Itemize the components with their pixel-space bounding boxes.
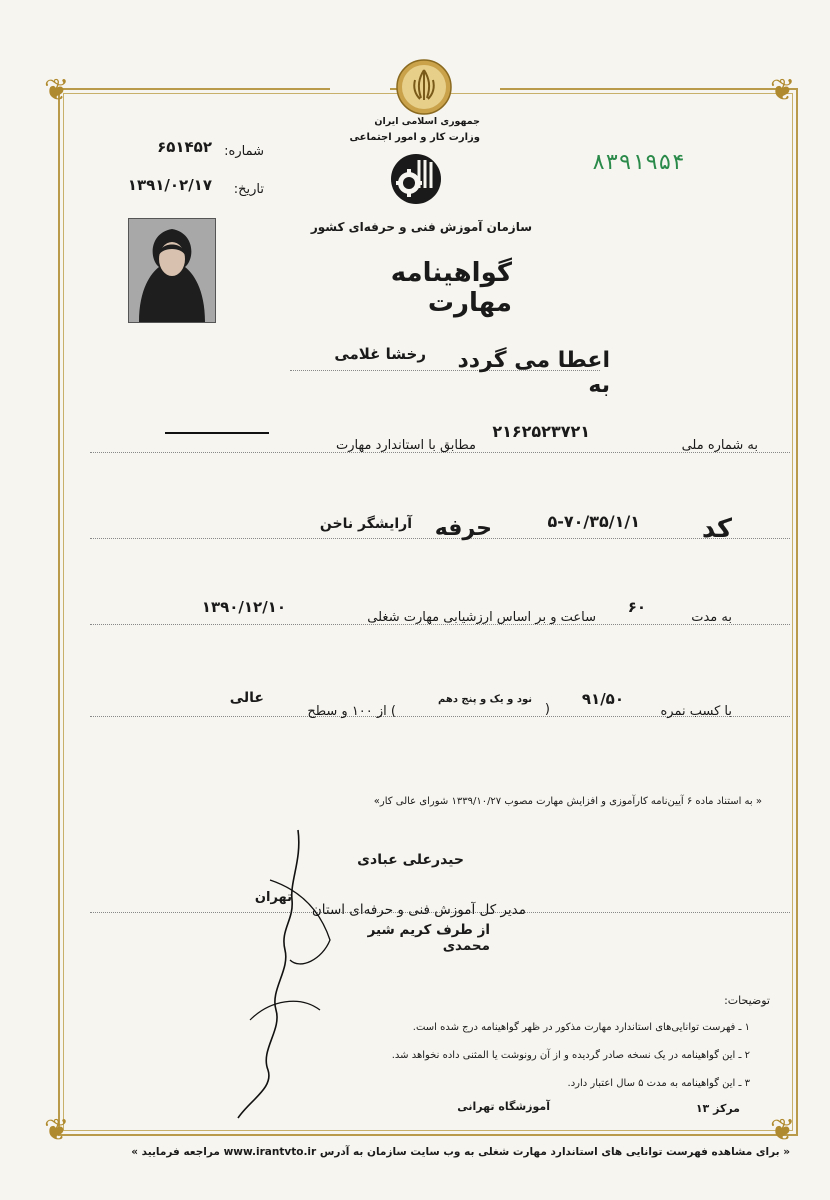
profession-value: آرایشگر ناخن xyxy=(319,516,412,532)
center-label: مرکز ۱۳ xyxy=(695,1102,740,1115)
certificate-number: ۶۵۱۴۵۲ xyxy=(157,138,212,156)
duration-text: ساعت و بر اساس ارزشیابی مهارت شغلی xyxy=(367,610,596,625)
serial-stamp: ۸۳۹۱۹۵۴ xyxy=(592,150,685,175)
center-name: آموزشگاه تهرانی xyxy=(457,1100,550,1113)
tvto-logo-icon xyxy=(389,152,443,206)
assessment-date: ۱۳۹۰/۱۲/۱۰ xyxy=(201,598,286,616)
holder-photo xyxy=(128,218,216,323)
state-line1: جمهوری اسلامی ایران xyxy=(374,116,480,127)
on-behalf-of: از طرف کریم شیر محمدی xyxy=(367,922,490,954)
duration-label: به مدت xyxy=(691,610,732,625)
signatory-title: مدیر کل آموزش فنی و حرفه‌ای استان xyxy=(311,902,526,918)
notes-heading: توضیحات: xyxy=(724,994,770,1007)
signatory-name: حیدرعلی عبادی xyxy=(357,852,464,868)
state-line2: وزارت کار و امور اجتماعی xyxy=(349,132,480,143)
score-words: نود و یک و پنج دهم xyxy=(438,694,532,705)
code-label: کد xyxy=(701,514,732,544)
grant-lead: اعطا می گردد به xyxy=(457,348,610,398)
note-item-1: ۱ ـ فهرست توانایی‌های استاندارد مهارت مذکور در ظهر گواهینامه درج شده است. xyxy=(412,1022,750,1033)
note-item-2: ۲ ـ این گواهینامه در یک نسخه صادر گردیده و از آن رونوشت یا المثنی داده نخواهد شد. xyxy=(391,1050,750,1061)
issue-date: ۱۳۹۱/۰۲/۱۷ xyxy=(127,176,212,194)
page-title: گواهینامه مهارت xyxy=(390,258,512,318)
footer-notice: « برای مشاهده فهرست توانایی های استاندارد مهارت شغلی به وب سایت سازمان به آدرس www.irantvto.ir مراجعه فرمایید » xyxy=(131,1146,790,1158)
score-open-paren: ( xyxy=(544,702,550,717)
ornament-top-left-icon: ❦ xyxy=(44,73,70,108)
legal-note: « به استناد ماده ۶ آیین‌نامه کارآموزی و افزایش مهارت مصوب ۱۳۳۹/۱۰/۲۷ شورای عالی کار» xyxy=(373,796,762,807)
signatory-province: تهران xyxy=(254,890,292,905)
profession-label: حرفه xyxy=(434,516,492,541)
iran-emblem-icon xyxy=(393,58,455,116)
score-of-100: ) از ۱۰۰ و سطح xyxy=(307,704,396,719)
national-id-value: ۲۱۶۲۵۲۳۷۲۱ xyxy=(492,422,590,441)
score-label: با کسب نمره xyxy=(660,704,732,719)
level-value: عالی xyxy=(229,690,264,706)
note-item-3: ۳ ـ این گواهینامه به مدت ۵ سال اعتبار دارد. xyxy=(567,1078,750,1089)
date-label: تاریخ: xyxy=(233,182,264,197)
holder-name: رخشا غلامی xyxy=(334,345,426,363)
ornament-top-right-icon: ❦ xyxy=(770,73,796,108)
standard-text: مطابق با استاندارد مهارت xyxy=(336,438,476,453)
score-value: ۹۱/۵۰ xyxy=(581,690,624,708)
national-id-label: به شماره ملی xyxy=(681,438,758,453)
org-name: سازمان آموزش فنی و حرفه‌ای کشور xyxy=(310,220,532,234)
duration-hours: ۶۰ xyxy=(627,598,646,616)
ornament-bottom-left-icon: ❦ xyxy=(44,1113,70,1148)
ornament-bottom-right-icon: ❦ xyxy=(770,1113,796,1148)
code-value: ۵-۷۰/۳۵/۱/۱ xyxy=(547,512,640,531)
handwritten-signature xyxy=(230,820,340,1120)
number-label: شماره: xyxy=(224,144,264,159)
